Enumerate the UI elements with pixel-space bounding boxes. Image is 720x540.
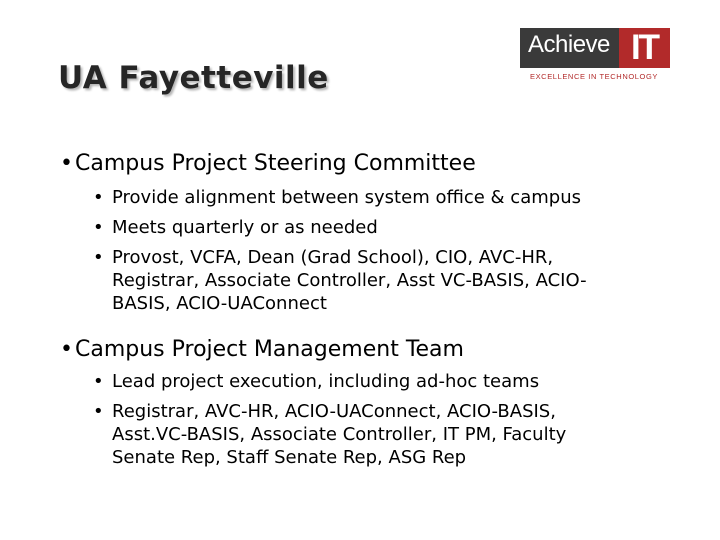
list-item-text: Meets quarterly or as needed [112, 217, 378, 238]
list-item-text: Provide alignment between system office & campus [112, 187, 581, 208]
bullet-icon: • [93, 187, 104, 208]
logo-mark: IT [619, 28, 670, 68]
logo-tagline: EXCELLENCE IN TECHNOLOGY [529, 72, 659, 81]
bullet-icon: • [93, 217, 104, 238]
bullet-icon: • [60, 151, 73, 176]
list-item-text: Lead project execution, including ad-hoc teams [112, 371, 540, 392]
bullet-icon: • [93, 401, 104, 422]
bullet-icon: • [93, 371, 104, 392]
logo-word: Achieve [528, 31, 610, 58]
list-item [93, 186, 653, 209]
bullet-icon: • [93, 247, 104, 268]
list-item [93, 246, 653, 315]
list-item [93, 370, 653, 393]
slide-title: UA Fayetteville [58, 60, 329, 96]
section-heading-text: Campus Project Management Team [75, 337, 464, 362]
list-item [93, 400, 653, 469]
logo-box [520, 28, 670, 68]
list-item [93, 216, 653, 239]
achieve-it-logo [516, 28, 672, 84]
list-item-text: Provost, VCFA, Dean (Grad School), CIO, AVC-HR, Registrar, Associate Controller, Asst VC-BASIS, ACIO- BASIS, ACIO-UAConnect [112, 247, 587, 314]
list-item-text: Registrar, AVC-HR, ACIO-UAConnect, ACIO-BASIS, Asst.VC-BASIS, Associate Controller, IT PM, Faculty Senate Rep, Staff Senate Rep, ASG Rep [112, 401, 567, 468]
bullet-icon: • [60, 337, 73, 362]
section-heading-text: Campus Project Steering Committee [75, 151, 476, 176]
